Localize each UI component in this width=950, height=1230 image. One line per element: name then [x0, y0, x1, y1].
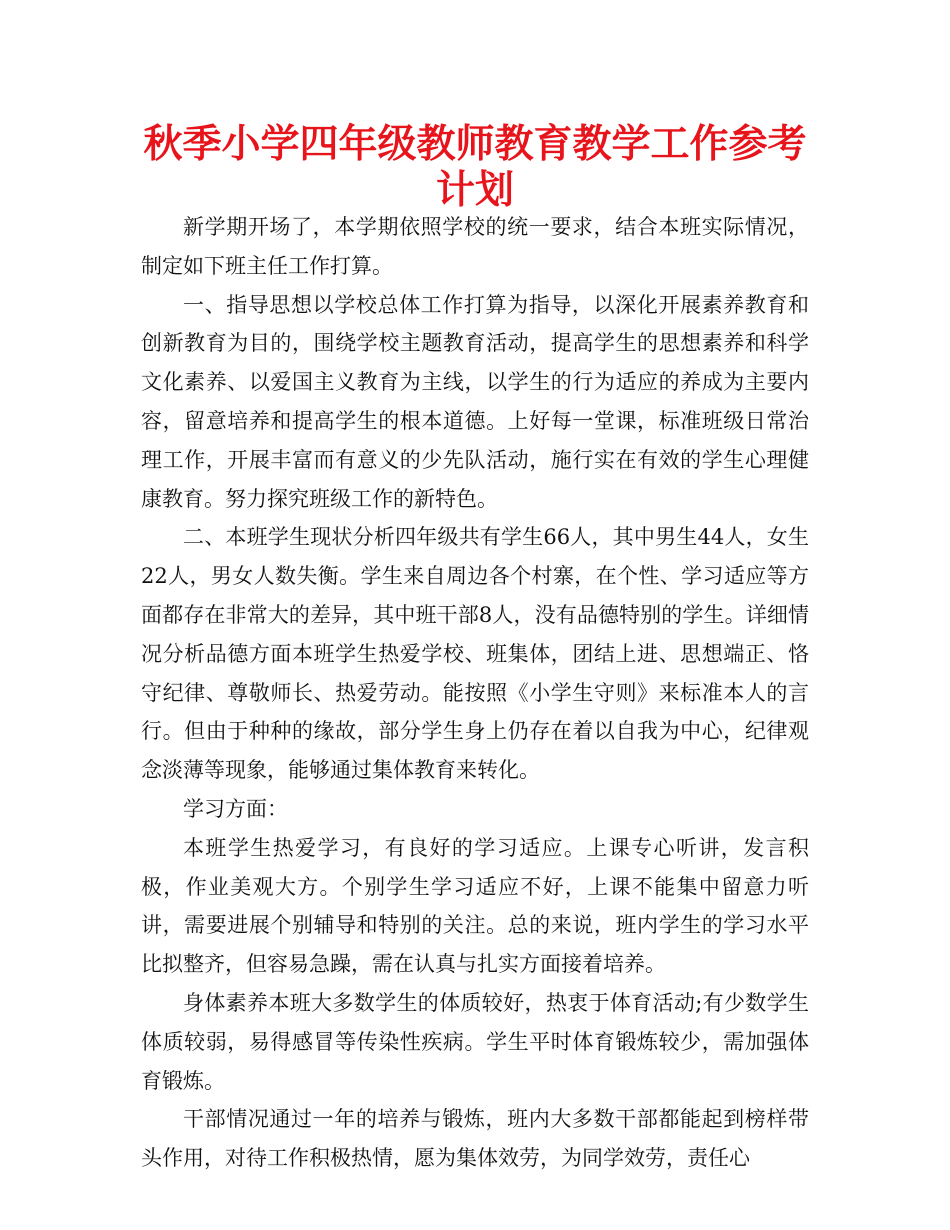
- paragraph-study-heading: 学习方面：: [183, 796, 288, 821]
- document-body: [141, 208, 809, 1178]
- paragraph-cadres: 干部情况通过一年的培养与锻炼，班内大多数干部都能起到榜样带头作用，对待工作积极热情，愿为集体效劳，为同学效劳，责任心: [141, 1107, 809, 1171]
- paragraph-intro: 新学期开场了，本学期依照学校的统一要求，结合本班实际情况，制定如下班主任工作打算。: [141, 215, 809, 278]
- document-title: 秋季小学四年级教师教育教学工作参考计划: [143, 122, 807, 213]
- paragraph-physical: 身体素养本班大多数学生的体质较好，热衷于体育活动;有少数学生体质较弱，易得感冒等传染性疾病。学生平时体育锻炼较少，需加强体育锻炼。: [141, 990, 809, 1093]
- paragraph-student-analysis: 二、本班学生现状分析四年级共有学生66人，其中男生44人，女生22人，男女人数失衡。学生来自周边各个村寨，在个性、学习适应等方面都存在非常大的差异，其中班干部8人，没有品德特别的学生。详细情况分析品德方面本班学生热爱学校、班集体，团结上进、思想端正、恪守纪律、尊敬师长、热爱劳动。能按照《小学生守则》来标准本人的言行。但由于种种的缘故，部分学生身上仍存在着以自我为中心，纪律观念淡薄等现象，能够通过集体教育来转化。: [141, 525, 809, 783]
- paragraph-guiding-ideology: 一、指导思想以学校总体工作打算为指导，以深化开展素养教育和创新教育为目的，围绕学校主题教育活动，提高学生的思想素养和科学文化素养、以爱国主义教育为主线，以学生的行为适应的养成为主要内容，留意培养和提高学生的根本道德。上好每一堂课，标准班级日常治理工作，开展丰富而有意义的少先队活动，施行实在有效的学生心理健康教育。努力探究班级工作的新特色。: [141, 292, 809, 511]
- paragraph-study: 本班学生热爱学习，有良好的学习适应。上课专心听讲，发言积极，作业美观大方。个别学生学习适应不好，上课不能集中留意力听讲，需要进展个别辅导和特别的关注。总的来说，班内学生的学习水平比拟整齐，但容易急躁，需在认真与扎实方面接着培养。: [141, 835, 809, 977]
